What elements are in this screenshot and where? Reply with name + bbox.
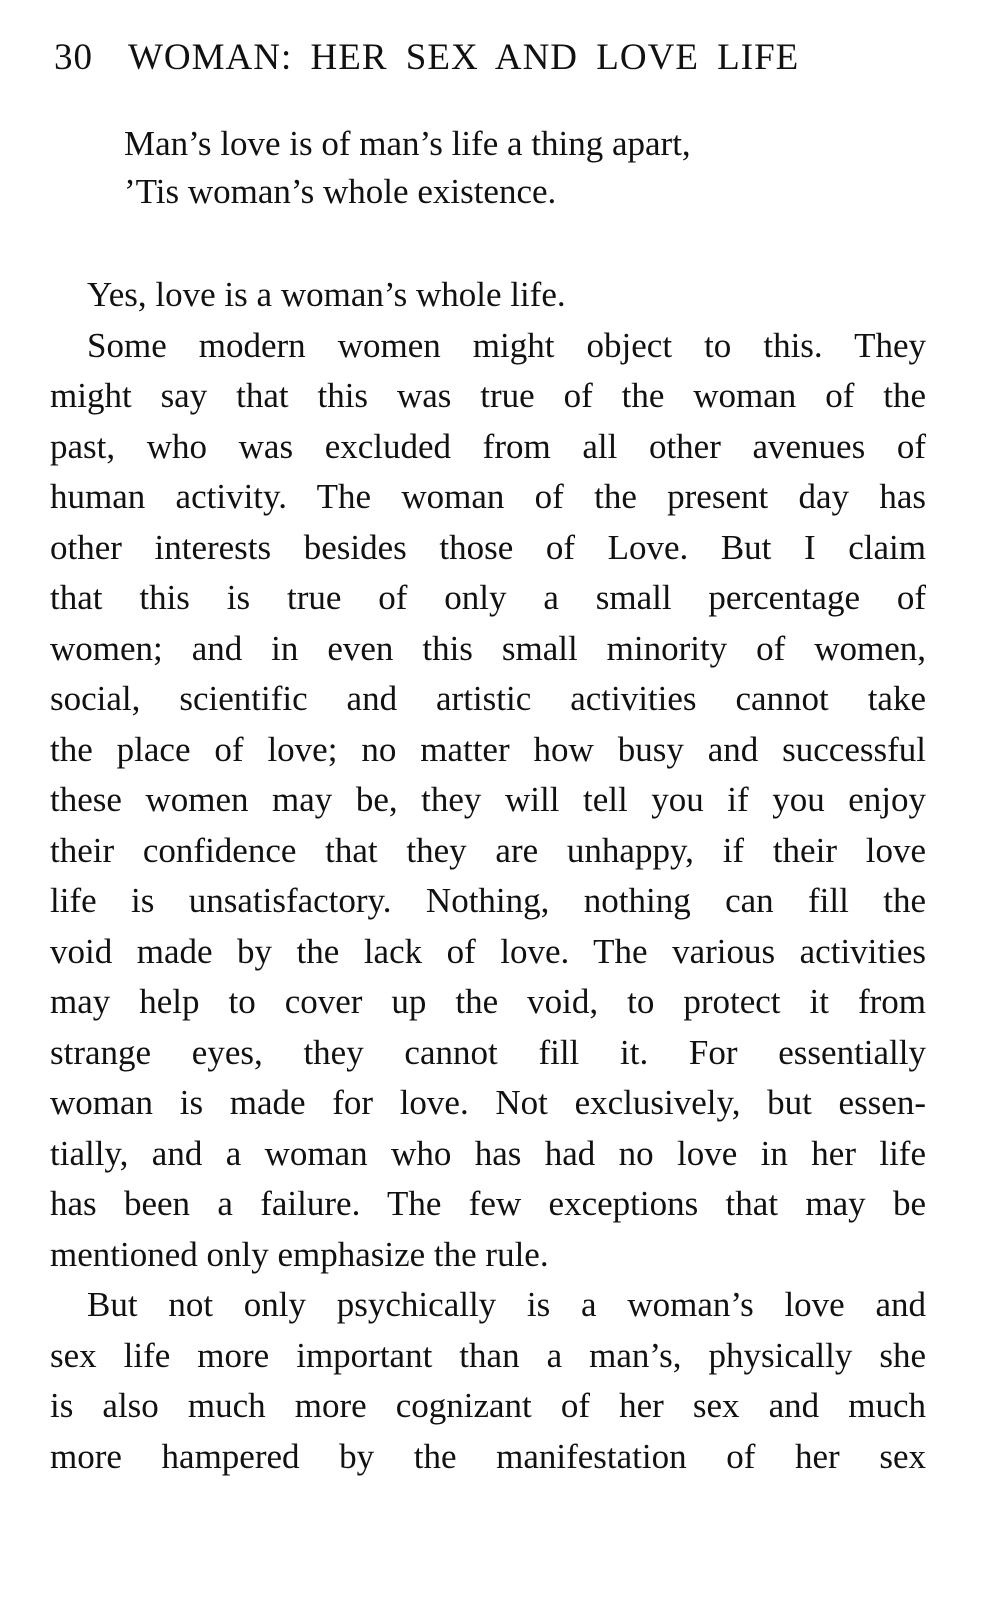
- text-line: their confidence that they are unhappy, if their love: [50, 830, 926, 870]
- text-line: more hampered by the manifestation of her sex: [50, 1436, 926, 1476]
- body-text: [50, 270, 926, 1482]
- text-line: strange eyes, they cannot fill it. For essentially: [50, 1032, 926, 1072]
- text-line: mentioned only emphasize the rule.: [50, 1234, 549, 1274]
- text-line: the place of love; no matter how busy and successful: [50, 729, 926, 769]
- epigraph-quote: [124, 120, 691, 216]
- text-line: social, scientific and artistic activities cannot take: [50, 679, 926, 718]
- text-line: past, who was excluded from all other avenues of: [50, 426, 926, 466]
- text-line: may help to cover up the void, to protect it from: [50, 982, 926, 1021]
- text-line: Some modern women might object to this. They: [87, 325, 926, 365]
- epigraph-line: Man’s love is of man’s life a thing apart,: [124, 124, 691, 163]
- text-line: tially, and a woman who has had no love in her life: [50, 1133, 926, 1173]
- text-line: these women may be, they will tell you if you enjoy: [50, 780, 926, 819]
- text-line: Yes, love is a woman’s whole life.: [87, 275, 566, 314]
- page-number: 30: [54, 37, 93, 78]
- running-title: WOMAN: HER SEX AND LOVE LIFE: [128, 37, 800, 78]
- text-line: is also much more cognizant of her sex and much: [50, 1386, 926, 1425]
- epigraph-line: ’Tis woman’s whole existence.: [124, 172, 557, 211]
- text-line: might say that this was true of the woman of the: [50, 376, 926, 415]
- text-line: woman is made for love. Not exclusively, but essen-: [50, 1083, 926, 1122]
- text-line: life is unsatisfactory. Nothing, nothing can fill the: [50, 881, 926, 920]
- text-line: has been a failure. The few exceptions that may be: [50, 1184, 926, 1223]
- text-line: other interests besides those of Love. But I claim: [50, 527, 926, 567]
- text-line: human activity. The woman of the present day has: [50, 477, 926, 516]
- text-line: sex life more important than a man’s, physically she: [50, 1335, 926, 1375]
- text-line: that this is true of only a small percentage of: [50, 578, 926, 617]
- text-line: void made by the lack of love. The various activities: [50, 931, 926, 971]
- text-line: But not only psychically is a woman’s love and: [87, 1285, 926, 1324]
- running-header: [54, 36, 934, 86]
- text-line: women; and in even this small minority of women,: [50, 628, 926, 668]
